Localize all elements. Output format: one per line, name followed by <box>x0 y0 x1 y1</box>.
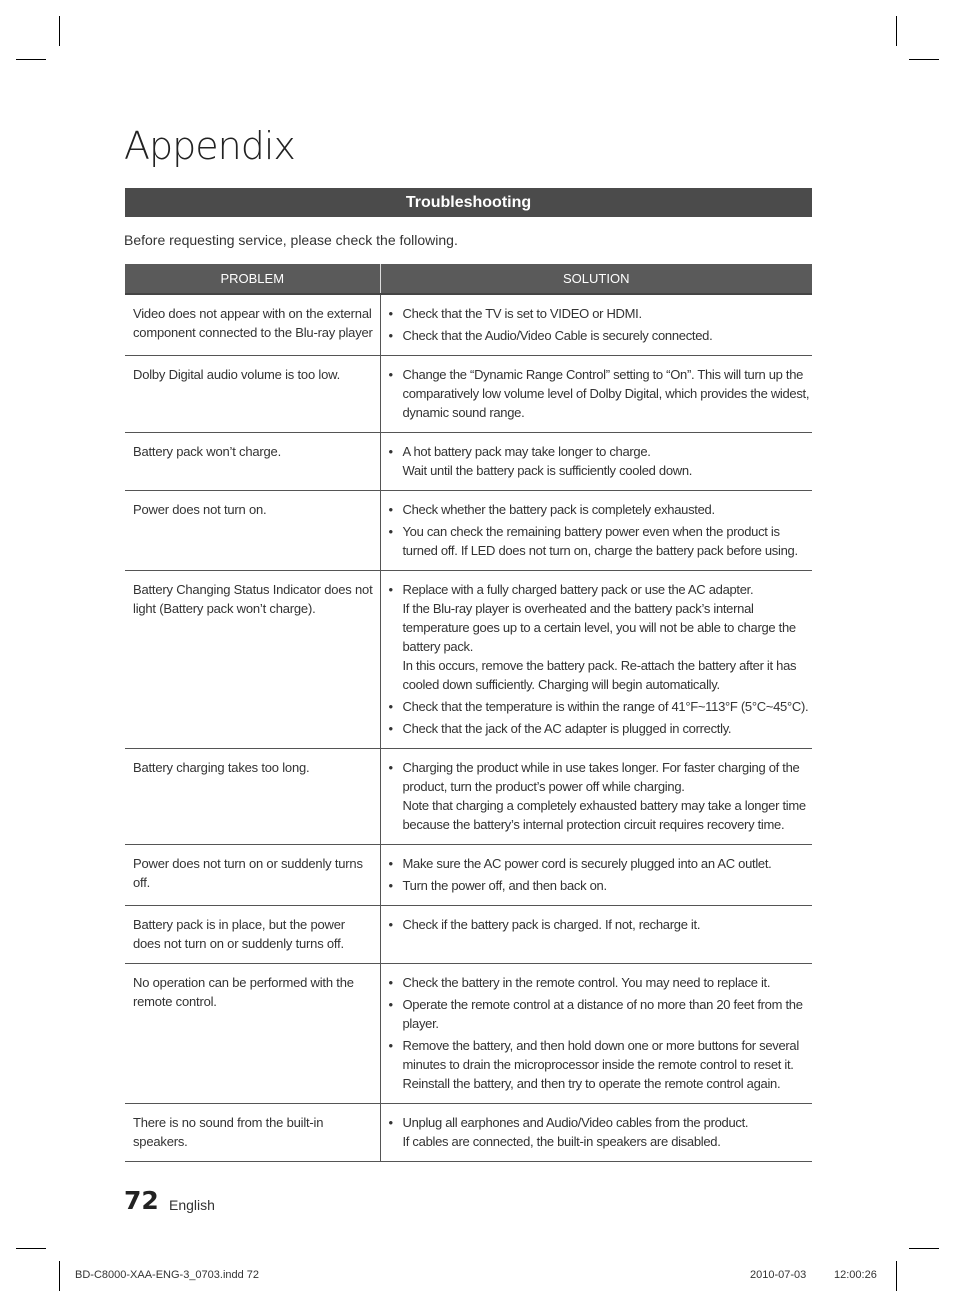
solution-cell <box>380 906 812 964</box>
table-row <box>125 433 812 491</box>
problem-cell: Video does not appear with on the external component connected to the Blu-ray player <box>125 294 380 356</box>
footer-filename: BD-C8000-XAA-ENG-3_0703.indd 72 <box>75 1269 260 1281</box>
problem-cell: There is no sound from the built-in speakers. <box>125 1104 380 1162</box>
solution-list <box>389 915 811 934</box>
solution-item: • Check whether the battery pack is completely exhausted. <box>389 500 811 519</box>
solution-item: • Remove the battery, and then hold down one or more buttons for several minutes to drain the microprocessor inside the remote control to reset it. Reinstall the battery, and then try to operate the remote control again. <box>389 1036 811 1093</box>
table-row <box>125 749 812 845</box>
problem-cell: Power does not turn on. <box>125 491 380 571</box>
solution-item: • Check if the battery pack is charged. If not, recharge it. <box>389 915 811 934</box>
table-row <box>125 964 812 1104</box>
crop-mark <box>59 16 60 46</box>
problem-cell: Dolby Digital audio volume is too low. <box>125 356 380 433</box>
solution-item: • Turn the power off, and then back on. <box>389 876 811 895</box>
solution-list <box>389 1113 811 1151</box>
table-row <box>125 906 812 964</box>
table-header-row <box>125 264 812 294</box>
table-row <box>125 571 812 749</box>
solution-list <box>389 304 811 345</box>
crop-mark <box>59 1261 60 1291</box>
solution-cell <box>380 964 812 1104</box>
solution-list <box>389 758 811 834</box>
solution-cell <box>380 294 812 356</box>
crop-mark <box>909 1248 939 1249</box>
page-number: 72 <box>124 1186 159 1215</box>
table-row <box>125 294 812 356</box>
footer-date: 2010-07-03 <box>750 1269 807 1281</box>
crop-mark <box>896 16 897 46</box>
crop-mark <box>16 1248 46 1249</box>
crop-mark <box>16 59 46 60</box>
solution-list <box>389 580 811 738</box>
crop-mark <box>896 1261 897 1291</box>
solution-cell <box>380 433 812 491</box>
problem-cell: Battery pack won’t charge. <box>125 433 380 491</box>
solution-item: • Check the battery in the remote control. You may need to replace it. <box>389 973 811 992</box>
table-row <box>125 491 812 571</box>
solution-item: • Operate the remote control at a distance of no more than 20 feet from the player. <box>389 995 811 1033</box>
section-header: Troubleshooting <box>125 188 812 217</box>
solution-item: • Unplug all earphones and Audio/Video cables from the product. If cables are connected, the built-in speakers are disabled. <box>389 1113 811 1151</box>
problem-column-header: PROBLEM <box>125 264 380 294</box>
table-row <box>125 845 812 906</box>
solution-list <box>389 854 811 895</box>
solution-item: • Replace with a fully charged battery pack or use the AC adapter. If the Blu-ray player is overheated and the battery pack’s internal temperature goes up to a certain level, you will not be able to charge the battery pack. In this occurs, remove the battery pack. Re-attach the battery after it has cooled down sufficiently. Charging will begin automatically. <box>389 580 811 694</box>
intro-text: Before requesting service, please check the following. <box>124 232 458 248</box>
problem-cell: Battery charging takes too long. <box>125 749 380 845</box>
solution-item: • You can check the remaining battery power even when the product is turned off. If LED does not turn on, charge the battery pack before using. <box>389 522 811 560</box>
page-language: English <box>169 1197 215 1213</box>
solution-list <box>389 442 811 480</box>
solution-item: • Check that the jack of the AC adapter is plugged in correctly. <box>389 719 811 738</box>
page-title: Appendix <box>124 124 295 168</box>
table-body <box>125 294 812 1162</box>
problem-cell: No operation can be performed with the remote control. <box>125 964 380 1104</box>
footer-time: 12:00:26 <box>834 1269 877 1281</box>
crop-mark <box>909 59 939 60</box>
solution-item: • Check that the TV is set to VIDEO or HDMI. <box>389 304 811 323</box>
problem-cell: Battery pack is in place, but the power does not turn on or suddenly turns off. <box>125 906 380 964</box>
solution-cell <box>380 571 812 749</box>
troubleshooting-table <box>125 264 812 1162</box>
table-row <box>125 356 812 433</box>
solution-list <box>389 973 811 1093</box>
solution-list <box>389 500 811 560</box>
solution-list <box>389 365 811 422</box>
solution-item: • Make sure the AC power cord is securely plugged into an AC outlet. <box>389 854 811 873</box>
problem-cell: Battery Changing Status Indicator does not light (Battery pack won’t charge). <box>125 571 380 749</box>
solution-column-header: SOLUTION <box>380 264 812 294</box>
solution-item: • Check that the temperature is within the range of 41°F~113°F (5°C~45°C). <box>389 697 811 716</box>
solution-item: • Change the “Dynamic Range Control” setting to “On”. This will turn up the comparatively low volume level of Dolby Digital, which provides the widest, dynamic sound range. <box>389 365 811 422</box>
solution-cell <box>380 491 812 571</box>
solution-cell <box>380 749 812 845</box>
solution-cell <box>380 356 812 433</box>
solution-item: • Charging the product while in use takes longer. For faster charging of the product, turn the product’s power off while charging. Note that charging a completely exhausted battery may take a longer time because the battery’s internal protection circuit requires recovery time. <box>389 758 811 834</box>
solution-cell <box>380 845 812 906</box>
solution-cell <box>380 1104 812 1162</box>
table-row <box>125 1104 812 1162</box>
solution-item: • Check that the Audio/Video Cable is securely connected. <box>389 326 811 345</box>
solution-item: • A hot battery pack may take longer to charge. Wait until the battery pack is sufficiently cooled down. <box>389 442 811 480</box>
problem-cell: Power does not turn on or suddenly turns off. <box>125 845 380 906</box>
